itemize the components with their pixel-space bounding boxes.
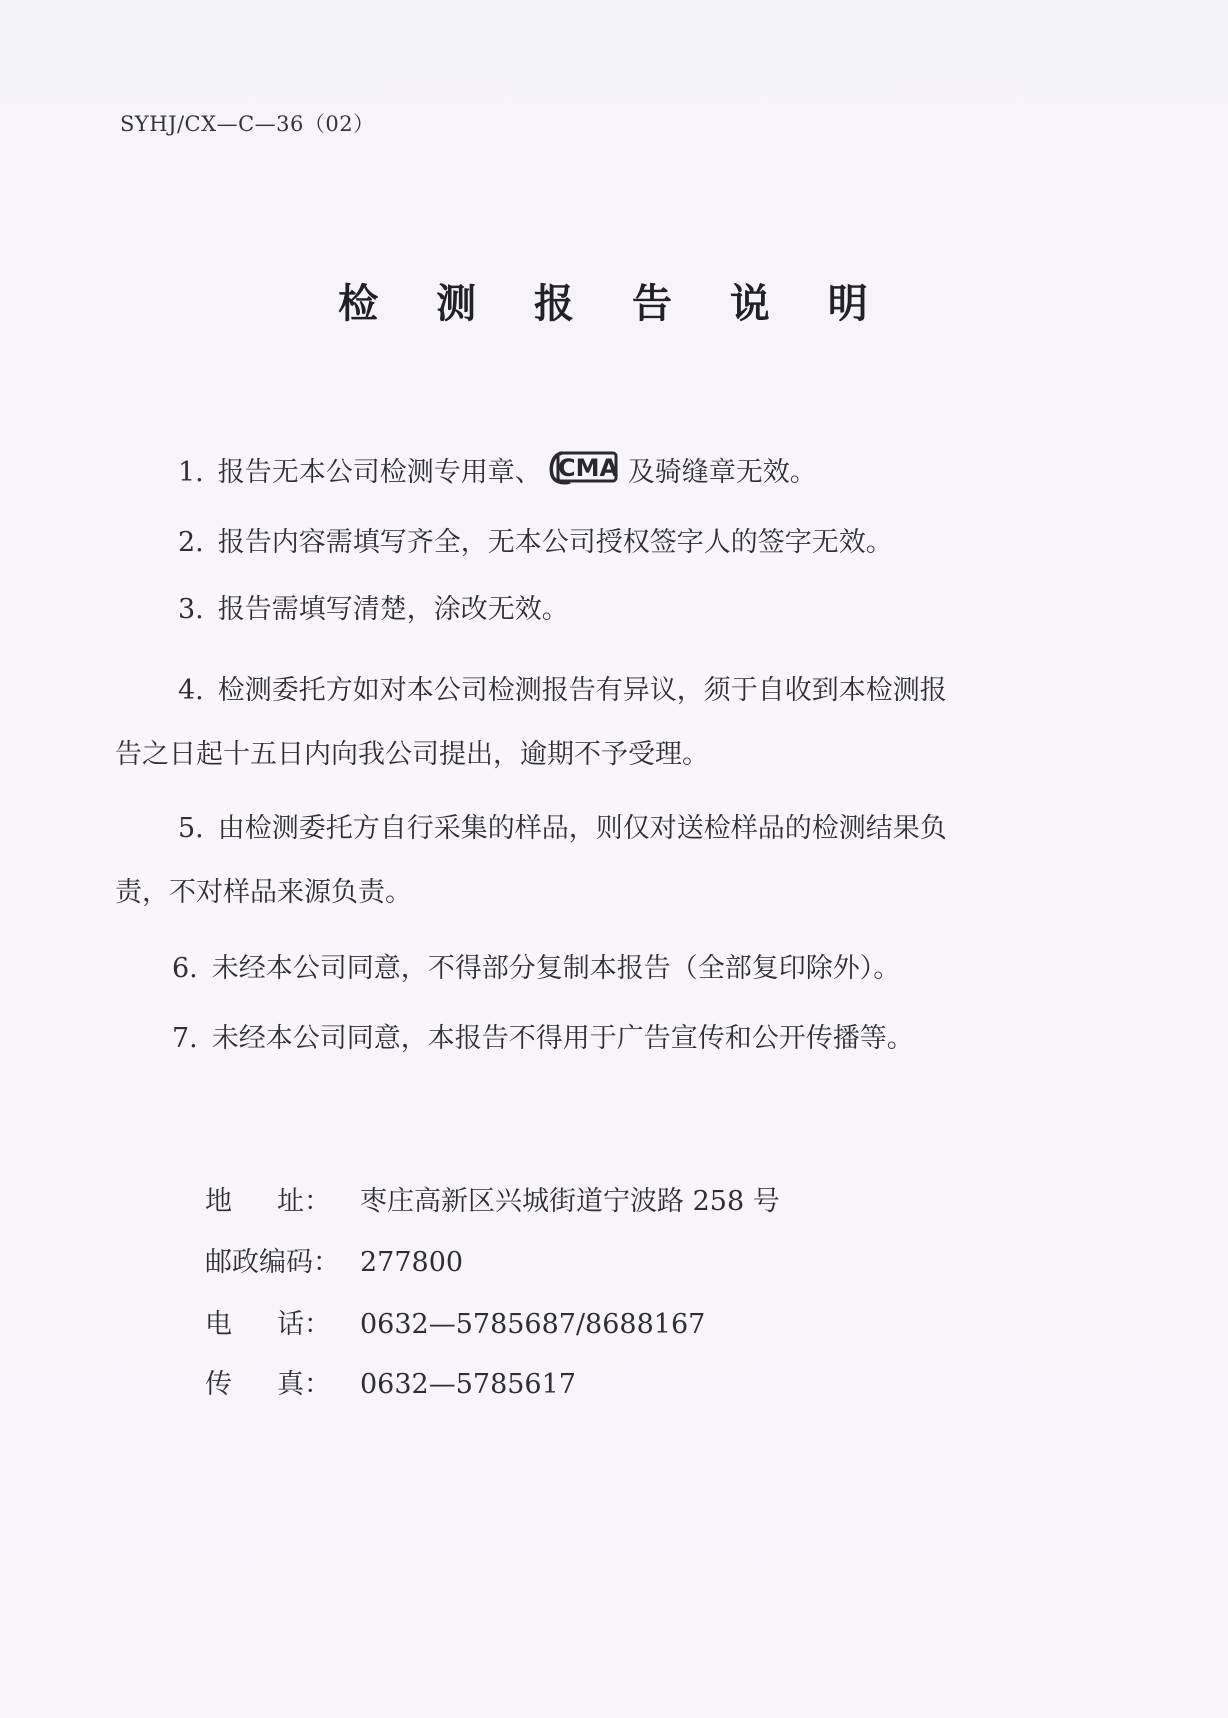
list-item-7 [172,1022,914,1056]
item-text-continued: 及骑缝章无效。 [627,457,817,488]
item-number: 7. [172,1023,198,1054]
item-text: 报告无本公司检测专用章、 [217,457,542,488]
contact-fax [205,1368,576,1402]
list-item-3 [178,593,569,627]
address-label: 地 址： [205,1186,331,1217]
address-value: 枣庄高新区兴城街道宁波路 258 号 [360,1186,780,1217]
postcode-value: 277800 [360,1247,464,1278]
contact-address [205,1185,780,1219]
item-number: 4. [178,675,204,706]
postcode-label: 邮政编码： [205,1247,340,1278]
item-text: 报告内容需填写齐全，无本公司授权签字人的签字无效。 [217,527,893,558]
cma-mark-icon [548,451,620,485]
item-text: 未经本公司同意，本报告不得用于广告宣传和公开传播等。 [211,1023,914,1054]
item-number: 1. [178,457,204,488]
list-item-5-continuation: 责，不对样品来源负责。 [115,877,412,908]
fax-label: 传 真： [205,1369,331,1400]
item-text: 报告需填写清楚，涂改无效。 [217,594,569,625]
phone-value: 0632—5785687/8688167 [360,1309,706,1340]
list-item-2 [178,526,893,560]
document-code: SYHJ/CX—C—36（02） [120,112,375,136]
phone-label: 电 话： [205,1309,331,1340]
contact-postcode [205,1246,463,1280]
contact-phone [205,1308,705,1342]
fax-value: 0632—5785617 [360,1369,576,1400]
item-text: 未经本公司同意，不得部分复制本报告（全部复印除外）。 [211,953,901,984]
list-item-4-continuation: 告之日起十五日内向我公司提出，逾期不予受理。 [115,739,709,770]
list-item-4 [178,674,947,708]
list-item-6 [172,952,900,986]
cma-mark-label: CMA [557,454,618,482]
list-item-1 [178,451,817,490]
item-number: 5. [178,813,204,844]
list-item-5 [178,812,947,846]
page-title: 检 测 报 告 说 明 [338,281,890,327]
item-number: 3. [178,594,204,625]
item-number: 2. [178,527,204,558]
item-text: 由检测委托方自行采集的样品，则仅对送检样品的检测结果负 [217,813,947,844]
item-text: 检测委托方如对本公司检测报告有异议，须于自收到本检测报 [217,675,947,706]
item-number: 6. [172,953,198,984]
